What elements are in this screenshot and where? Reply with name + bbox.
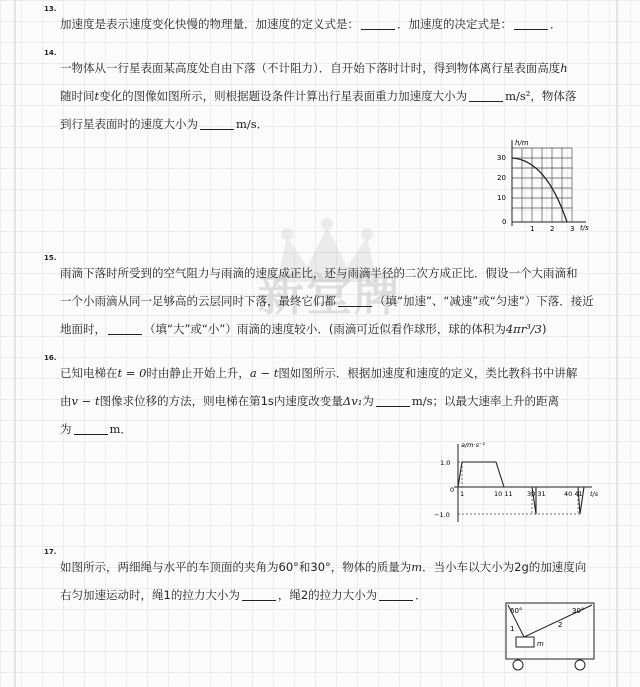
answer-blank[interactable] bbox=[469, 89, 503, 102]
question-line: 一物体从一行星表面某高度处自由下落（不计阻力）．自开始下落时计时，得到物体离行星表面高度h bbox=[60, 61, 568, 75]
x-tick-label: 1 bbox=[460, 490, 465, 498]
answer-blank[interactable] bbox=[361, 17, 395, 30]
watermark-text: 新堂牌 bbox=[258, 267, 402, 321]
y-tick-label: 30 bbox=[497, 154, 506, 162]
y-tick-label: −1.0 bbox=[434, 511, 450, 519]
y-tick-label: 1.0 bbox=[440, 459, 451, 467]
question-line: 已知电梯在t = 0时由静止开始上升，a − t图如图所示．根据加速度和速度的定义，类比教科书中讲解 bbox=[60, 366, 578, 380]
question-line: 地面时， （填“大”或“小”）雨滴的速度较小．(雨滴可近似看作球形，球的体积为4πr³/3) bbox=[60, 322, 547, 336]
answer-blank[interactable] bbox=[379, 588, 413, 601]
x-axis-label: t/s bbox=[580, 224, 589, 232]
y-tick-label: 10 bbox=[497, 194, 506, 202]
question-15 bbox=[44, 254, 604, 343]
mass-block bbox=[516, 637, 534, 647]
question-number: 15. bbox=[44, 254, 57, 262]
question-16 bbox=[44, 354, 604, 443]
question-number: 13. bbox=[44, 5, 57, 13]
x-axis-label: t/s bbox=[590, 490, 599, 498]
answer-blank[interactable] bbox=[200, 117, 234, 130]
height-time-graph bbox=[488, 136, 600, 232]
question-line: 加速度是表示速度变化快慢的物理量．加速度的定义式是： ．加速度的决定式是： ． bbox=[60, 17, 562, 31]
y-axis-label: a/m·s⁻² bbox=[461, 441, 485, 449]
y-tick-label: 20 bbox=[497, 174, 506, 182]
x-tick-label: 40 41 bbox=[564, 490, 583, 498]
answer-blank[interactable] bbox=[376, 394, 410, 407]
page-edge-right bbox=[616, 0, 618, 687]
x-tick-label: 3 bbox=[570, 225, 575, 232]
angle-label: 60° bbox=[510, 607, 523, 615]
question-line: 一个小雨滴从同一足够高的云层同时下落，最终它们都 （填“加速”、“减速”或“匀速”）下落．接近 bbox=[60, 294, 594, 308]
y-axis-label: h/m bbox=[515, 139, 529, 147]
fall-curve bbox=[512, 158, 567, 222]
answer-blank[interactable] bbox=[74, 422, 108, 435]
question-number: 16. bbox=[44, 354, 57, 362]
wheel-icon bbox=[575, 660, 585, 670]
question-line: 雨滴下落时所受到的空气阻力与雨滴的速度成正比，还与雨滴半径的二次方成正比．假设一个大雨滴和 bbox=[60, 266, 578, 280]
x-tick-label: 2 bbox=[550, 225, 555, 232]
y-tick-label: 0 bbox=[450, 486, 455, 494]
acceleration-time-graph bbox=[432, 440, 604, 524]
page-edge-left bbox=[14, 0, 16, 687]
question-number: 17. bbox=[44, 548, 57, 556]
wheel-icon bbox=[513, 660, 523, 670]
question-line: 为 m． bbox=[60, 422, 132, 436]
question-line: 如图所示，两细绳与水平的车顶面的夹角为60°和30°，物体的质量为m．当小车以大小为2g的加速度向 bbox=[60, 560, 587, 574]
answer-blank[interactable] bbox=[108, 322, 142, 335]
x-tick-label: 10 11 bbox=[494, 490, 513, 498]
answer-blank[interactable] bbox=[514, 17, 548, 30]
rope-label: 1 bbox=[510, 625, 515, 633]
acceleration-curve bbox=[458, 462, 584, 514]
cart-figure bbox=[500, 601, 600, 673]
question-13 bbox=[44, 5, 604, 38]
angle-label: 30° bbox=[572, 607, 585, 615]
question-line: 右匀加速运动时，绳1的拉力大小为 ，绳2的拉力大小为 ． bbox=[60, 588, 427, 602]
question-line: 由v − t图像求位移的方法，则电梯在第1s内速度改变量Δv₁为 m/s；以最大速率上升的距离 bbox=[60, 394, 559, 408]
answer-blank[interactable] bbox=[338, 294, 372, 307]
answer-blank[interactable] bbox=[242, 588, 276, 601]
question-line: 到行星表面时的速度大小为 m/s． bbox=[60, 117, 269, 131]
rope-label: 2 bbox=[558, 621, 563, 629]
x-tick-label: 1 bbox=[530, 225, 535, 232]
question-line: 随时间t变化的图像如图所示，则根据题设条件计算出行星表面重力加速度大小为 m/s²，物体落 bbox=[60, 89, 577, 103]
x-tick-label: 30 31 bbox=[527, 490, 546, 498]
y-tick-label: 0 bbox=[502, 218, 507, 226]
mass-label: m bbox=[537, 640, 544, 648]
question-number: 14. bbox=[44, 49, 57, 57]
